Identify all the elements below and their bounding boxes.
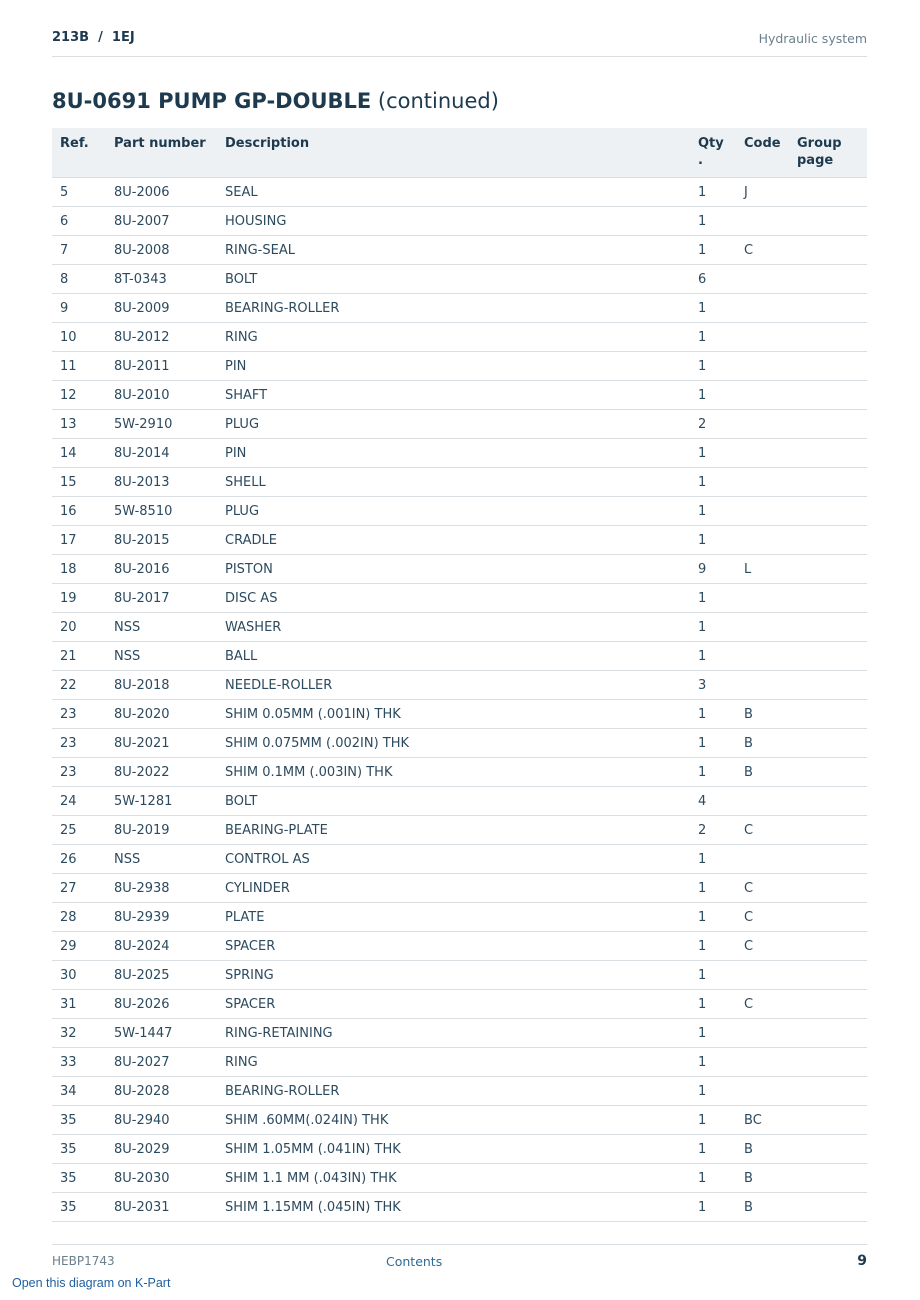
cell-code: C <box>736 990 789 1019</box>
cell-code <box>736 265 789 294</box>
cell-qty: 2 <box>690 410 736 439</box>
table-row <box>52 1048 867 1077</box>
cell-ref: 21 <box>52 642 106 671</box>
cell-description: SHELL <box>217 468 690 497</box>
cell-description: RING-RETAINING <box>217 1019 690 1048</box>
cell-description: RING-SEAL <box>217 236 690 265</box>
table-row <box>52 1135 867 1164</box>
cell-group-page <box>789 700 867 729</box>
cell-part-number: 8U-2027 <box>106 1048 217 1077</box>
cell-qty: 1 <box>690 178 736 207</box>
cell-code: C <box>736 903 789 932</box>
cell-qty: 1 <box>690 845 736 874</box>
cell-ref: 7 <box>52 236 106 265</box>
cell-description: PIN <box>217 352 690 381</box>
cell-part-number: 8U-2012 <box>106 323 217 352</box>
cell-ref: 35 <box>52 1106 106 1135</box>
cell-code <box>736 410 789 439</box>
cell-part-number: 8U-2006 <box>106 178 217 207</box>
cell-ref: 33 <box>52 1048 106 1077</box>
cell-part-number: 8U-2022 <box>106 758 217 787</box>
cell-group-page <box>789 178 867 207</box>
cell-ref: 29 <box>52 932 106 961</box>
cell-part-number: 8U-2026 <box>106 990 217 1019</box>
cell-part-number: NSS <box>106 613 217 642</box>
table-row <box>52 758 867 787</box>
cell-part-number: 8U-2016 <box>106 555 217 584</box>
cell-group-page <box>789 468 867 497</box>
cell-code <box>736 323 789 352</box>
table-row <box>52 410 867 439</box>
cell-ref: 11 <box>52 352 106 381</box>
cell-qty: 1 <box>690 1106 736 1135</box>
table-row <box>52 178 867 207</box>
cell-part-number: 8U-2007 <box>106 207 217 236</box>
cell-ref: 35 <box>52 1164 106 1193</box>
cell-part-number: 8U-2009 <box>106 294 217 323</box>
cell-description: SHIM 1.15MM (.045IN) THK <box>217 1193 690 1222</box>
cell-description: CONTROL AS <box>217 845 690 874</box>
cell-ref: 6 <box>52 207 106 236</box>
cell-code <box>736 787 789 816</box>
cell-code <box>736 381 789 410</box>
page-title-continued: (continued) <box>371 89 499 113</box>
cell-ref: 26 <box>52 845 106 874</box>
cell-code <box>736 1019 789 1048</box>
cell-group-page <box>789 584 867 613</box>
cell-group-page <box>789 613 867 642</box>
table-row <box>52 294 867 323</box>
column-header-description: Description <box>217 128 690 178</box>
cell-ref: 34 <box>52 1077 106 1106</box>
cell-code: J <box>736 178 789 207</box>
cell-part-number: 8U-2024 <box>106 932 217 961</box>
cell-qty: 1 <box>690 207 736 236</box>
cell-ref: 5 <box>52 178 106 207</box>
cell-description: PLATE <box>217 903 690 932</box>
table-row <box>52 468 867 497</box>
cell-part-number: 5W-2910 <box>106 410 217 439</box>
cell-group-page <box>789 497 867 526</box>
cell-part-number: 8U-2019 <box>106 816 217 845</box>
cell-part-number: 8U-2939 <box>106 903 217 932</box>
cell-description: PIN <box>217 439 690 468</box>
cell-qty: 1 <box>690 381 736 410</box>
cell-ref: 24 <box>52 787 106 816</box>
cell-part-number: 8U-2025 <box>106 961 217 990</box>
cell-qty: 1 <box>690 323 736 352</box>
cell-description: SHIM 0.1MM (.003IN) THK <box>217 758 690 787</box>
table-row <box>52 729 867 758</box>
cell-part-number: NSS <box>106 845 217 874</box>
column-header-code: Code <box>736 128 789 178</box>
cell-qty: 3 <box>690 671 736 700</box>
parts-table-body <box>52 178 867 1222</box>
cell-group-page <box>789 1106 867 1135</box>
cell-part-number: 8U-2938 <box>106 874 217 903</box>
table-row <box>52 555 867 584</box>
cell-part-number: 8U-2940 <box>106 1106 217 1135</box>
cell-description: PLUG <box>217 497 690 526</box>
cell-qty: 1 <box>690 961 736 990</box>
table-row <box>52 1077 867 1106</box>
cell-code: BC <box>736 1106 789 1135</box>
cell-code <box>736 961 789 990</box>
cell-ref: 20 <box>52 613 106 642</box>
cell-qty: 1 <box>690 526 736 555</box>
cell-group-page <box>789 265 867 294</box>
cell-description: PISTON <box>217 555 690 584</box>
table-row <box>52 816 867 845</box>
cell-qty: 2 <box>690 816 736 845</box>
cell-description: PLUG <box>217 410 690 439</box>
cell-code: B <box>736 1135 789 1164</box>
cell-ref: 15 <box>52 468 106 497</box>
cell-ref: 25 <box>52 816 106 845</box>
cell-description: BALL <box>217 642 690 671</box>
cell-description: SEAL <box>217 178 690 207</box>
cell-part-number: 8U-2029 <box>106 1135 217 1164</box>
cell-group-page <box>789 758 867 787</box>
cell-group-page <box>789 555 867 584</box>
cell-ref: 23 <box>52 700 106 729</box>
cell-description: SHIM 1.1 MM (.043IN) THK <box>217 1164 690 1193</box>
table-row <box>52 700 867 729</box>
cell-group-page <box>789 439 867 468</box>
table-row <box>52 990 867 1019</box>
cell-part-number: 5W-8510 <box>106 497 217 526</box>
cell-group-page <box>789 1048 867 1077</box>
cell-code: C <box>736 932 789 961</box>
table-row <box>52 381 867 410</box>
table-row <box>52 526 867 555</box>
cell-qty: 1 <box>690 729 736 758</box>
page-title-strong: 8U-0691 PUMP GP-DOUBLE <box>52 89 372 113</box>
cell-ref: 31 <box>52 990 106 1019</box>
cell-ref: 8 <box>52 265 106 294</box>
table-row <box>52 642 867 671</box>
table-row <box>52 323 867 352</box>
cell-qty: 1 <box>690 439 736 468</box>
cell-ref: 32 <box>52 1019 106 1048</box>
cell-description: SHIM .60MM(.024IN) THK <box>217 1106 690 1135</box>
cell-group-page <box>789 932 867 961</box>
cell-description: WASHER <box>217 613 690 642</box>
cell-ref: 28 <box>52 903 106 932</box>
cell-ref: 19 <box>52 584 106 613</box>
cell-description: SHIM 0.075MM (.002IN) THK <box>217 729 690 758</box>
table-row <box>52 439 867 468</box>
cell-qty: 1 <box>690 352 736 381</box>
contents-link[interactable]: Contents <box>386 1254 443 1269</box>
cell-group-page <box>789 294 867 323</box>
cell-part-number: 5W-1281 <box>106 787 217 816</box>
cell-qty: 1 <box>690 1164 736 1193</box>
cell-code <box>736 294 789 323</box>
cell-part-number: 8U-2031 <box>106 1193 217 1222</box>
cell-group-page <box>789 323 867 352</box>
cell-part-number: 5W-1447 <box>106 1019 217 1048</box>
cell-ref: 12 <box>52 381 106 410</box>
cell-description: SHIM 0.05MM (.001IN) THK <box>217 700 690 729</box>
cell-ref: 27 <box>52 874 106 903</box>
table-row <box>52 1164 867 1193</box>
column-header-qty: Qty . <box>690 128 736 178</box>
cell-qty: 1 <box>690 1019 736 1048</box>
table-row <box>52 236 867 265</box>
table-row <box>52 352 867 381</box>
cell-description: BOLT <box>217 265 690 294</box>
open-diagram-kpart-link[interactable]: Open this diagram on K-Part <box>12 1276 171 1290</box>
cell-group-page <box>789 1019 867 1048</box>
cell-part-number: 8U-2017 <box>106 584 217 613</box>
cell-code: C <box>736 874 789 903</box>
cell-code <box>736 1048 789 1077</box>
cell-part-number: 8U-2011 <box>106 352 217 381</box>
cell-ref: 13 <box>52 410 106 439</box>
cell-qty: 1 <box>690 932 736 961</box>
cell-ref: 35 <box>52 1135 106 1164</box>
cell-code: B <box>736 700 789 729</box>
cell-ref: 23 <box>52 758 106 787</box>
cell-ref: 17 <box>52 526 106 555</box>
cell-group-page <box>789 990 867 1019</box>
cell-description: BOLT <box>217 787 690 816</box>
cell-group-page <box>789 816 867 845</box>
cell-description: HOUSING <box>217 207 690 236</box>
cell-description: RING <box>217 1048 690 1077</box>
page-header <box>52 28 867 57</box>
cell-code: L <box>736 555 789 584</box>
table-row <box>52 1106 867 1135</box>
cell-description: BEARING-ROLLER <box>217 294 690 323</box>
cell-group-page <box>789 526 867 555</box>
cell-code <box>736 497 789 526</box>
section-name: Hydraulic system <box>758 31 867 46</box>
table-row <box>52 584 867 613</box>
cell-qty: 6 <box>690 265 736 294</box>
cell-ref: 10 <box>52 323 106 352</box>
cell-qty: 1 <box>690 642 736 671</box>
cell-qty: 1 <box>690 758 736 787</box>
cell-qty: 1 <box>690 990 736 1019</box>
cell-code: B <box>736 1164 789 1193</box>
cell-part-number: NSS <box>106 642 217 671</box>
cell-code: C <box>736 236 789 265</box>
table-row <box>52 787 867 816</box>
column-header-group-page: Group page <box>789 128 867 178</box>
cell-part-number: 8U-2015 <box>106 526 217 555</box>
table-row <box>52 1019 867 1048</box>
cell-ref: 35 <box>52 1193 106 1222</box>
cell-ref: 22 <box>52 671 106 700</box>
cell-qty: 1 <box>690 584 736 613</box>
table-row <box>52 932 867 961</box>
table-row <box>52 874 867 903</box>
cell-code <box>736 352 789 381</box>
column-header-ref: Ref. <box>52 128 106 178</box>
table-row <box>52 845 867 874</box>
cell-qty: 1 <box>690 497 736 526</box>
cell-description: SPACER <box>217 932 690 961</box>
table-header-row <box>52 128 867 178</box>
cell-code <box>736 671 789 700</box>
cell-code <box>736 584 789 613</box>
cell-qty: 1 <box>690 1193 736 1222</box>
cell-code <box>736 468 789 497</box>
cell-code: B <box>736 1193 789 1222</box>
table-row <box>52 961 867 990</box>
cell-ref: 9 <box>52 294 106 323</box>
cell-group-page <box>789 874 867 903</box>
cell-group-page <box>789 903 867 932</box>
cell-part-number: 8U-2013 <box>106 468 217 497</box>
cell-description: DISC AS <box>217 584 690 613</box>
cell-qty: 1 <box>690 1077 736 1106</box>
cell-description: BEARING-ROLLER <box>217 1077 690 1106</box>
cell-description: CYLINDER <box>217 874 690 903</box>
cell-group-page <box>789 671 867 700</box>
cell-part-number: 8U-2018 <box>106 671 217 700</box>
cell-group-page <box>789 381 867 410</box>
cell-group-page <box>789 236 867 265</box>
cell-qty: 1 <box>690 236 736 265</box>
cell-part-number: 8U-2021 <box>106 729 217 758</box>
model-breadcrumb: 213B / 1EJ <box>52 30 135 45</box>
cell-description: SHAFT <box>217 381 690 410</box>
cell-qty: 1 <box>690 700 736 729</box>
cell-part-number: 8U-2020 <box>106 700 217 729</box>
cell-code: B <box>736 758 789 787</box>
cell-ref: 30 <box>52 961 106 990</box>
cell-part-number: 8U-2028 <box>106 1077 217 1106</box>
cell-qty: 1 <box>690 468 736 497</box>
cell-part-number: 8U-2014 <box>106 439 217 468</box>
cell-part-number: 8U-2010 <box>106 381 217 410</box>
column-header-part-number: Part number <box>106 128 217 178</box>
cell-group-page <box>789 845 867 874</box>
cell-qty: 4 <box>690 787 736 816</box>
table-row <box>52 1193 867 1222</box>
document-id: HEBP1743 <box>52 1254 115 1268</box>
cell-group-page <box>789 1135 867 1164</box>
cell-group-page <box>789 1193 867 1222</box>
cell-group-page <box>789 1077 867 1106</box>
parts-table <box>52 128 867 1222</box>
cell-code <box>736 1077 789 1106</box>
cell-code: B <box>736 729 789 758</box>
cell-code <box>736 207 789 236</box>
page-footer <box>52 1244 867 1275</box>
cell-group-page <box>789 787 867 816</box>
cell-qty: 1 <box>690 1048 736 1077</box>
table-row <box>52 497 867 526</box>
cell-group-page <box>789 642 867 671</box>
cell-group-page <box>789 1164 867 1193</box>
cell-group-page <box>789 961 867 990</box>
cell-code <box>736 439 789 468</box>
cell-group-page <box>789 729 867 758</box>
cell-group-page <box>789 410 867 439</box>
cell-qty: 9 <box>690 555 736 584</box>
cell-qty: 1 <box>690 1135 736 1164</box>
cell-description: NEEDLE-ROLLER <box>217 671 690 700</box>
cell-qty: 1 <box>690 874 736 903</box>
cell-description: BEARING-PLATE <box>217 816 690 845</box>
cell-description: SPACER <box>217 990 690 1019</box>
table-row <box>52 265 867 294</box>
cell-description: RING <box>217 323 690 352</box>
cell-code <box>736 845 789 874</box>
page-title <box>52 89 499 113</box>
cell-ref: 18 <box>52 555 106 584</box>
cell-code: C <box>736 816 789 845</box>
cell-ref: 16 <box>52 497 106 526</box>
cell-description: SPRING <box>217 961 690 990</box>
cell-code <box>736 526 789 555</box>
cell-ref: 23 <box>52 729 106 758</box>
cell-qty: 1 <box>690 613 736 642</box>
cell-part-number: 8U-2030 <box>106 1164 217 1193</box>
table-row <box>52 207 867 236</box>
cell-qty: 1 <box>690 903 736 932</box>
cell-ref: 14 <box>52 439 106 468</box>
table-row <box>52 671 867 700</box>
page-number: 9 <box>857 1253 867 1269</box>
cell-group-page <box>789 207 867 236</box>
cell-qty: 1 <box>690 294 736 323</box>
cell-code <box>736 642 789 671</box>
cell-description: CRADLE <box>217 526 690 555</box>
cell-part-number: 8T-0343 <box>106 265 217 294</box>
cell-description: SHIM 1.05MM (.041IN) THK <box>217 1135 690 1164</box>
table-row <box>52 613 867 642</box>
cell-group-page <box>789 352 867 381</box>
table-row <box>52 903 867 932</box>
cell-part-number: 8U-2008 <box>106 236 217 265</box>
cell-code <box>736 613 789 642</box>
